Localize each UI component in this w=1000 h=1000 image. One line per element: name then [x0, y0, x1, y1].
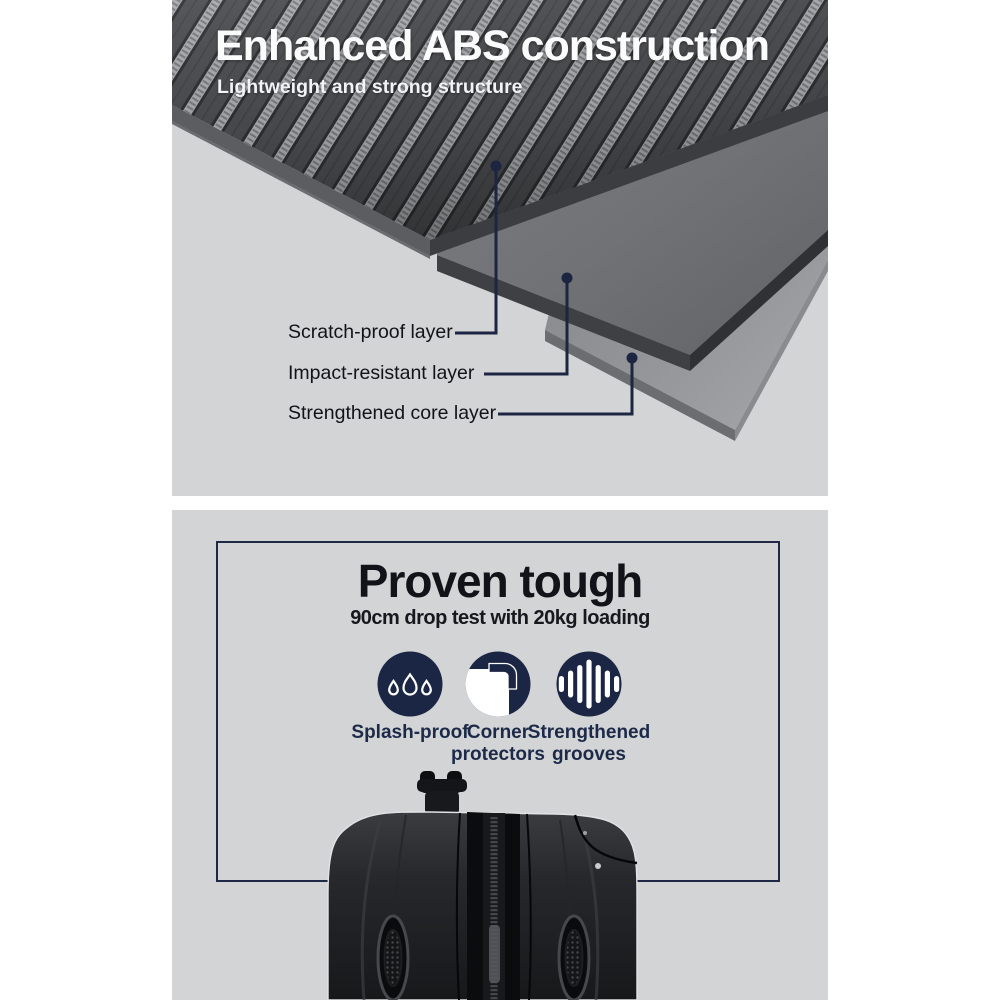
- water-drops-icon: [378, 652, 443, 717]
- callout-dot-core: [627, 353, 638, 364]
- layered-shell-illustration: [172, 0, 828, 496]
- callout-dot-impact-resistant: [562, 273, 573, 284]
- rivet: [583, 831, 587, 835]
- abs-construction-section: [172, 0, 828, 496]
- strengthened-grooves-icon: [557, 652, 622, 717]
- zipper-pull: [489, 925, 500, 983]
- suitcase-shell: [328, 812, 637, 1000]
- callout-dot-scratch-proof: [491, 161, 502, 172]
- trolley-handle: [417, 771, 467, 815]
- layer-label-scratch-proof: Scratch-proof layer: [288, 321, 453, 343]
- section-title-abs: Enhanced ABS construction: [215, 22, 769, 70]
- feature-label-strengthened-grooves: Strengthened grooves: [527, 722, 651, 765]
- content-column: [172, 0, 828, 1000]
- feature-icons-row: [372, 651, 628, 719]
- rivet: [595, 863, 601, 869]
- corner-protector-icon: [462, 652, 531, 720]
- feature-label-splash-proof: Splash-proof: [351, 722, 469, 743]
- proven-tough-section: [172, 510, 828, 1000]
- section-subtitle-abs: Lightweight and strong structure: [217, 76, 523, 98]
- layer-label-core: Strengthened core layer: [288, 402, 497, 424]
- section-subtitle-drop-test: 90cm drop test with 20kg loading: [350, 607, 650, 629]
- feature-label-corner-protectors: Corner protectors: [451, 722, 545, 765]
- section-title-proven-tough: Proven tough: [357, 555, 643, 607]
- layer-label-impact-resistant: Impact-resistant layer: [288, 362, 475, 384]
- luggage-top-photo: [320, 765, 650, 1000]
